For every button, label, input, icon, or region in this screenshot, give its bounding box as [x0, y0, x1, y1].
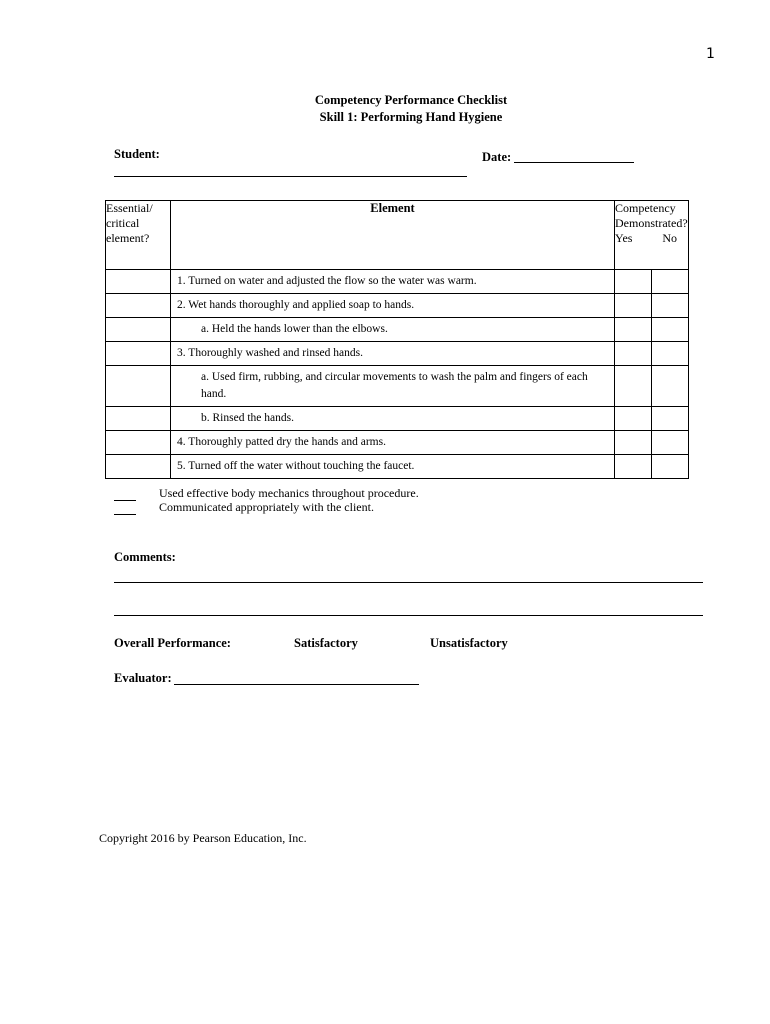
element-text: 4. Thoroughly patted dry the hands and arms.	[171, 431, 615, 455]
competency-header	[615, 201, 689, 270]
essential-cell[interactable]	[106, 318, 171, 342]
evaluator-field[interactable]	[174, 684, 419, 685]
evaluator-label: Evaluator:	[114, 671, 172, 685]
table-row	[106, 270, 689, 294]
element-text: a. Held the hands lower than the elbows.	[171, 318, 615, 342]
element-text: b. Rinsed the hands.	[171, 407, 615, 431]
yes-cell[interactable]	[615, 366, 652, 407]
no-cell[interactable]	[651, 431, 688, 455]
competency-header-line: Demonstrated?	[615, 216, 688, 230]
essential-cell[interactable]	[106, 366, 171, 407]
document-title: Competency Performance Checklist	[314, 93, 508, 107]
mechanics-text: Used effective body mechanics throughout procedure.	[159, 486, 419, 500]
table-row	[106, 407, 689, 431]
checklist-table	[105, 200, 689, 479]
essential-header	[106, 201, 171, 270]
student-field[interactable]	[114, 176, 467, 177]
mechanics-item	[114, 500, 374, 515]
yes-cell[interactable]	[615, 294, 652, 318]
comments-line[interactable]	[114, 582, 703, 583]
page-number: 1	[706, 46, 715, 62]
yes-cell[interactable]	[615, 270, 652, 294]
yes-no-labels	[615, 231, 677, 246]
element-text: a. Used firm, rubbing, and circular movements to wash the palm and fingers of each hand.	[171, 366, 615, 407]
essential-cell[interactable]	[106, 407, 171, 431]
date-label: Date:	[482, 150, 512, 164]
essential-cell[interactable]	[106, 342, 171, 366]
mechanics-text: Communicated appropriately with the client.	[159, 500, 374, 514]
no-label: No	[662, 231, 677, 245]
element-header: Element	[171, 201, 615, 270]
competency-header-line: Competency	[615, 201, 676, 215]
document-subtitle: Skill 1: Performing Hand Hygiene	[319, 110, 503, 124]
essential-cell[interactable]	[106, 455, 171, 479]
essential-header-line: Essential/	[106, 201, 153, 215]
element-text: 3. Thoroughly washed and rinsed hands.	[171, 342, 615, 366]
comments-line[interactable]	[114, 615, 703, 616]
table-row	[106, 431, 689, 455]
essential-header-line: critical	[106, 216, 140, 230]
table-row	[106, 342, 689, 366]
element-text: 2. Wet hands thoroughly and applied soap to hands.	[171, 294, 615, 318]
date-field[interactable]	[514, 162, 634, 163]
yes-label: Yes	[615, 231, 633, 245]
table-row	[106, 455, 689, 479]
mechanics-check-blank[interactable]	[114, 504, 136, 515]
mechanics-item	[114, 486, 419, 501]
no-cell[interactable]	[651, 366, 688, 407]
no-cell[interactable]	[651, 294, 688, 318]
no-cell[interactable]	[651, 270, 688, 294]
copyright-notice: Copyright 2016 by Pearson Education, Inc.	[99, 831, 307, 845]
table-row	[106, 294, 689, 318]
yes-cell[interactable]	[615, 407, 652, 431]
unsatisfactory-option[interactable]: Unsatisfactory	[430, 636, 508, 650]
satisfactory-option[interactable]: Satisfactory	[294, 636, 358, 650]
yes-cell[interactable]	[615, 342, 652, 366]
essential-cell[interactable]	[106, 270, 171, 294]
student-label: Student:	[114, 147, 160, 161]
element-text: 1. Turned on water and adjusted the flow so the water was warm.	[171, 270, 615, 294]
no-cell[interactable]	[651, 342, 688, 366]
essential-header-line: element?	[106, 231, 150, 245]
essential-cell[interactable]	[106, 294, 171, 318]
no-cell[interactable]	[651, 407, 688, 431]
comments-label: Comments:	[114, 550, 176, 564]
element-text: 5. Turned off the water without touching the faucet.	[171, 455, 615, 479]
no-cell[interactable]	[651, 455, 688, 479]
yes-cell[interactable]	[615, 455, 652, 479]
table-row	[106, 318, 689, 342]
table-header-row	[106, 201, 689, 270]
yes-cell[interactable]	[615, 431, 652, 455]
yes-cell[interactable]	[615, 318, 652, 342]
essential-cell[interactable]	[106, 431, 171, 455]
table-row	[106, 366, 689, 407]
no-cell[interactable]	[651, 318, 688, 342]
overall-performance-label: Overall Performance:	[114, 636, 231, 650]
